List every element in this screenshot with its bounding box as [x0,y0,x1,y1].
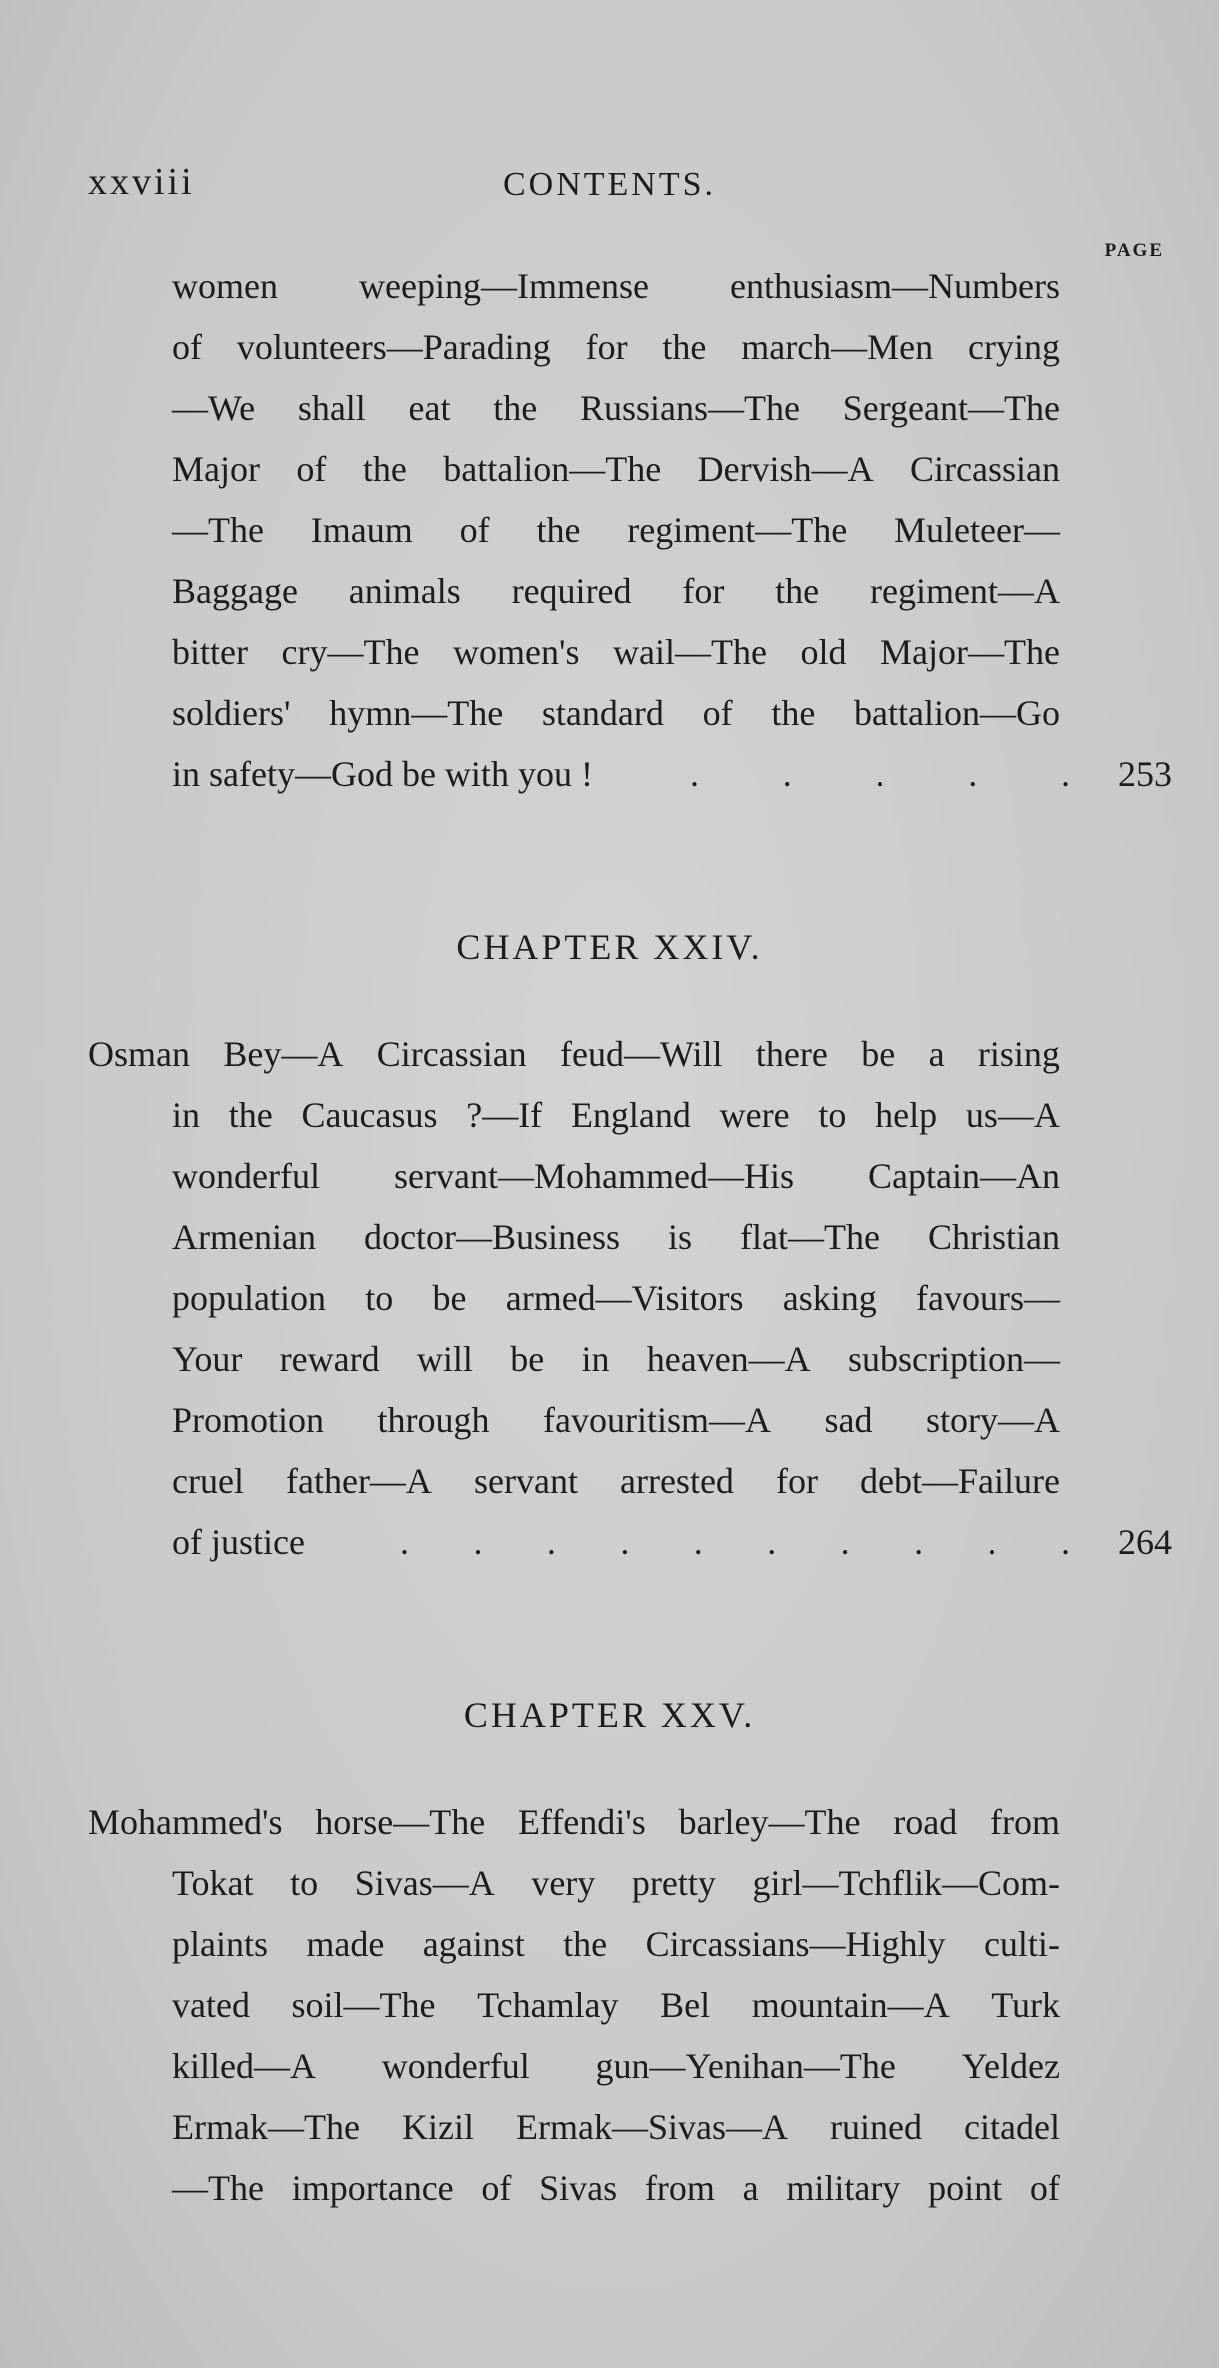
dot-leader: . . . . . . . . . . [400,1522,1070,1562]
contents-line: soldiers' hymn—The standard of the battalion—Go [172,693,1060,733]
page-number: 264 [1118,1522,1172,1562]
contents-line: population to be armed—Visitors asking favours— [172,1278,1060,1318]
contents-line: Your reward will be in heaven—A subscription— [172,1339,1060,1379]
contents-line: cruel father—A servant arrested for debt—Failure [172,1461,1060,1501]
chapter-heading: CHAPTER XXIV. [456,927,763,967]
contents-line: vated soil—The Tchamlay Bel mountain—A Turk [172,1985,1060,2025]
page-folio: xxviii [88,161,195,203]
page-number: 253 [1118,754,1172,794]
running-head: CONTENTS. [502,166,717,203]
contents-line: —The Imaum of the regiment—The Muleteer— [172,510,1060,550]
contents-line: of volunteers—Parading for the march—Men crying [172,327,1060,367]
contents-line: Armenian doctor—Business is flat—The Christian [172,1217,1060,1257]
contents-line: in safety—God be with you ! [172,754,593,794]
contents-line: women weeping—Immense enthusiasm—Numbers [172,266,1060,306]
contents-line: of justice [172,1522,305,1562]
contents-line: wonderful servant—Mohammed—His Captain—An [172,1156,1060,1196]
contents-line: killed—A wonderful gun—Yenihan—The Yeldez [172,2046,1060,2086]
dot-leader: . . . . . [690,754,1070,794]
contents-line: plaints made against the Circassians—Highly culti- [172,1924,1060,1964]
contents-line: Baggage animals required for the regiment—A [172,571,1060,611]
contents-line: Osman Bey—A Circassian feud—Will there be a rising [88,1034,1060,1074]
chapter-heading: CHAPTER XXV. [463,1695,756,1735]
contents-line: —We shall eat the Russians—The Sergeant—The [172,388,1060,428]
contents-line: Tokat to Sivas—A very pretty girl—Tchflik—Com- [172,1863,1060,1903]
contents-line: —The importance of Sivas from a military point of [172,2168,1060,2208]
contents-line: Ermak—The Kizil Ermak—Sivas—A ruined citadel [172,2107,1060,2147]
contents-line: bitter cry—The women's wail—The old Major—The [172,632,1060,672]
contents-line: Promotion through favouritism—A sad story—A [172,1400,1060,1440]
page-column-label: PAGE [1104,240,1164,261]
contents-line: Mohammed's horse—The Effendi's barley—The road from [88,1802,1060,1842]
contents-line: Major of the battalion—The Dervish—A Circassian [172,449,1060,489]
contents-line: in the Caucasus ?—If England were to help us—A [172,1095,1060,1135]
